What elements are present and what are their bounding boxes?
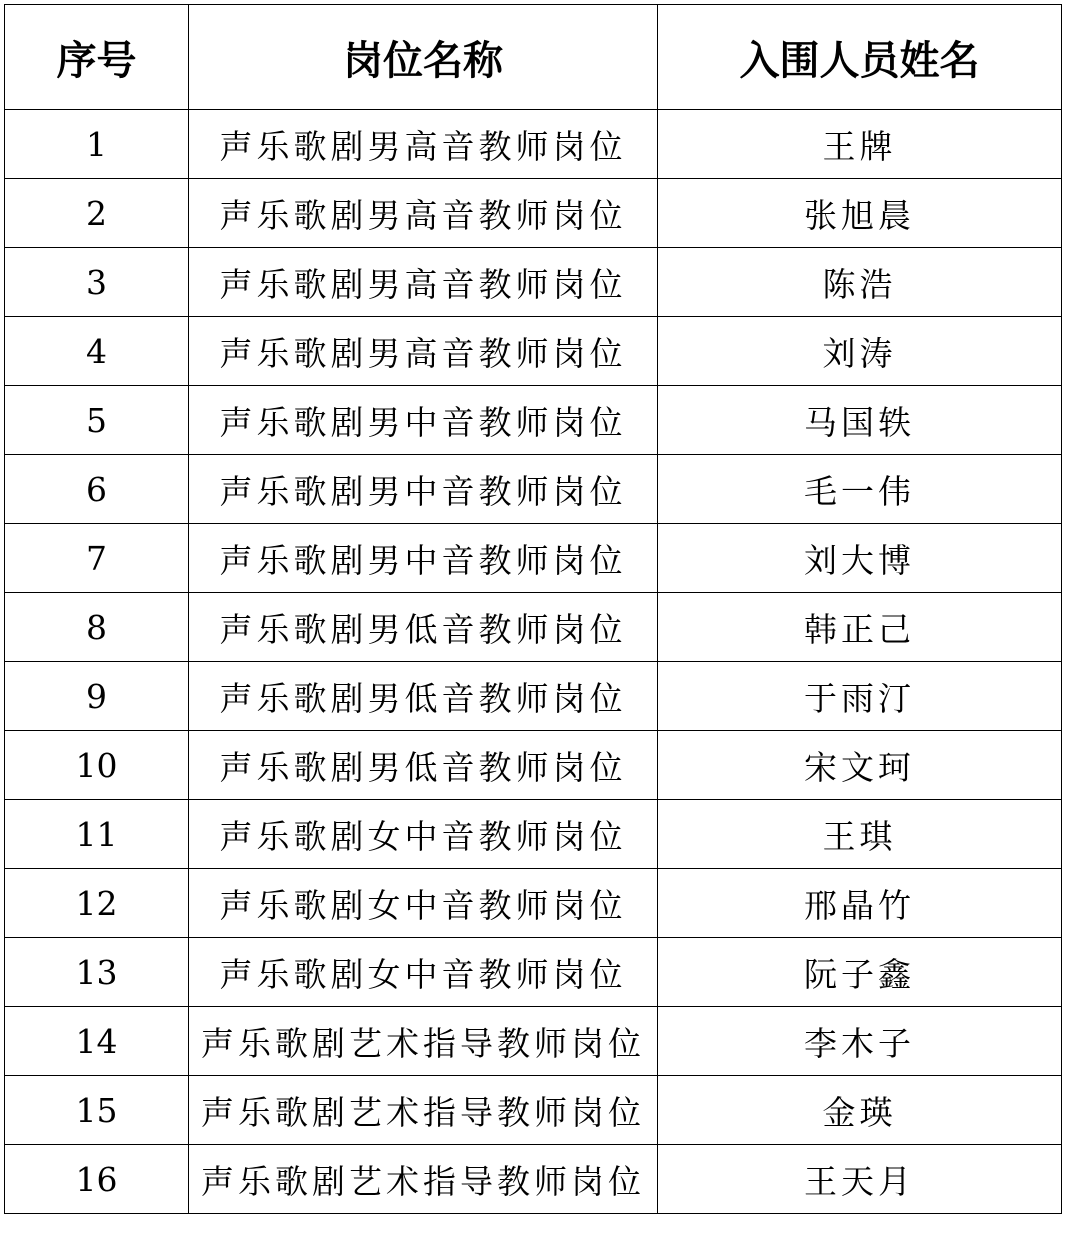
row-candidate-name: 刘涛 xyxy=(658,317,1062,386)
table-row xyxy=(5,248,1062,317)
row-candidate-name: 韩正己 xyxy=(658,593,1062,662)
row-candidate-name: 陈浩 xyxy=(658,248,1062,317)
table-row xyxy=(5,1076,1062,1145)
row-serial-number: 8 xyxy=(5,593,189,662)
table-row xyxy=(5,386,1062,455)
row-position-name: 声乐歌剧艺术指导教师岗位 xyxy=(189,1145,658,1214)
row-position-name: 声乐歌剧女中音教师岗位 xyxy=(189,800,658,869)
table-row xyxy=(5,1145,1062,1214)
header-serial-number: 序号 xyxy=(5,5,189,110)
row-serial-number: 4 xyxy=(5,317,189,386)
row-candidate-name: 邢晶竹 xyxy=(658,869,1062,938)
row-position-name: 声乐歌剧男中音教师岗位 xyxy=(189,524,658,593)
table-row xyxy=(5,179,1062,248)
row-position-name: 声乐歌剧男高音教师岗位 xyxy=(189,248,658,317)
row-serial-number: 12 xyxy=(5,869,189,938)
row-serial-number: 7 xyxy=(5,524,189,593)
row-position-name: 声乐歌剧男高音教师岗位 xyxy=(189,110,658,179)
table-header-row xyxy=(5,5,1062,110)
row-candidate-name: 李木子 xyxy=(658,1007,1062,1076)
row-candidate-name: 马国轶 xyxy=(658,386,1062,455)
row-serial-number: 15 xyxy=(5,1076,189,1145)
row-candidate-name: 王琪 xyxy=(658,800,1062,869)
shortlist-table xyxy=(4,4,1062,1214)
row-position-name: 声乐歌剧艺术指导教师岗位 xyxy=(189,1007,658,1076)
table-row xyxy=(5,731,1062,800)
row-candidate-name: 刘大博 xyxy=(658,524,1062,593)
row-position-name: 声乐歌剧男高音教师岗位 xyxy=(189,179,658,248)
row-serial-number: 6 xyxy=(5,455,189,524)
row-candidate-name: 金瑛 xyxy=(658,1076,1062,1145)
table-row xyxy=(5,110,1062,179)
row-serial-number: 16 xyxy=(5,1145,189,1214)
row-position-name: 声乐歌剧女中音教师岗位 xyxy=(189,938,658,1007)
row-serial-number: 3 xyxy=(5,248,189,317)
row-candidate-name: 阮子鑫 xyxy=(658,938,1062,1007)
table-row xyxy=(5,455,1062,524)
shortlist-table-container xyxy=(4,4,1061,1214)
row-serial-number: 11 xyxy=(5,800,189,869)
header-position-name: 岗位名称 xyxy=(189,5,658,110)
row-candidate-name: 毛一伟 xyxy=(658,455,1062,524)
table-row xyxy=(5,800,1062,869)
row-position-name: 声乐歌剧男高音教师岗位 xyxy=(189,317,658,386)
row-position-name: 声乐歌剧男低音教师岗位 xyxy=(189,731,658,800)
row-position-name: 声乐歌剧男中音教师岗位 xyxy=(189,455,658,524)
row-serial-number: 1 xyxy=(5,110,189,179)
table-row xyxy=(5,524,1062,593)
row-position-name: 声乐歌剧男低音教师岗位 xyxy=(189,593,658,662)
row-candidate-name: 宋文珂 xyxy=(658,731,1062,800)
row-serial-number: 14 xyxy=(5,1007,189,1076)
table-row xyxy=(5,593,1062,662)
table-row xyxy=(5,938,1062,1007)
row-serial-number: 2 xyxy=(5,179,189,248)
row-serial-number: 13 xyxy=(5,938,189,1007)
table-row xyxy=(5,317,1062,386)
row-serial-number: 9 xyxy=(5,662,189,731)
table-row xyxy=(5,1007,1062,1076)
row-serial-number: 10 xyxy=(5,731,189,800)
table-row xyxy=(5,662,1062,731)
row-position-name: 声乐歌剧男低音教师岗位 xyxy=(189,662,658,731)
row-serial-number: 5 xyxy=(5,386,189,455)
table-row xyxy=(5,869,1062,938)
row-position-name: 声乐歌剧男中音教师岗位 xyxy=(189,386,658,455)
row-position-name: 声乐歌剧女中音教师岗位 xyxy=(189,869,658,938)
row-candidate-name: 于雨汀 xyxy=(658,662,1062,731)
header-candidate-name: 入围人员姓名 xyxy=(658,5,1062,110)
row-candidate-name: 王牌 xyxy=(658,110,1062,179)
row-candidate-name: 张旭晨 xyxy=(658,179,1062,248)
row-candidate-name: 王天月 xyxy=(658,1145,1062,1214)
row-position-name: 声乐歌剧艺术指导教师岗位 xyxy=(189,1076,658,1145)
